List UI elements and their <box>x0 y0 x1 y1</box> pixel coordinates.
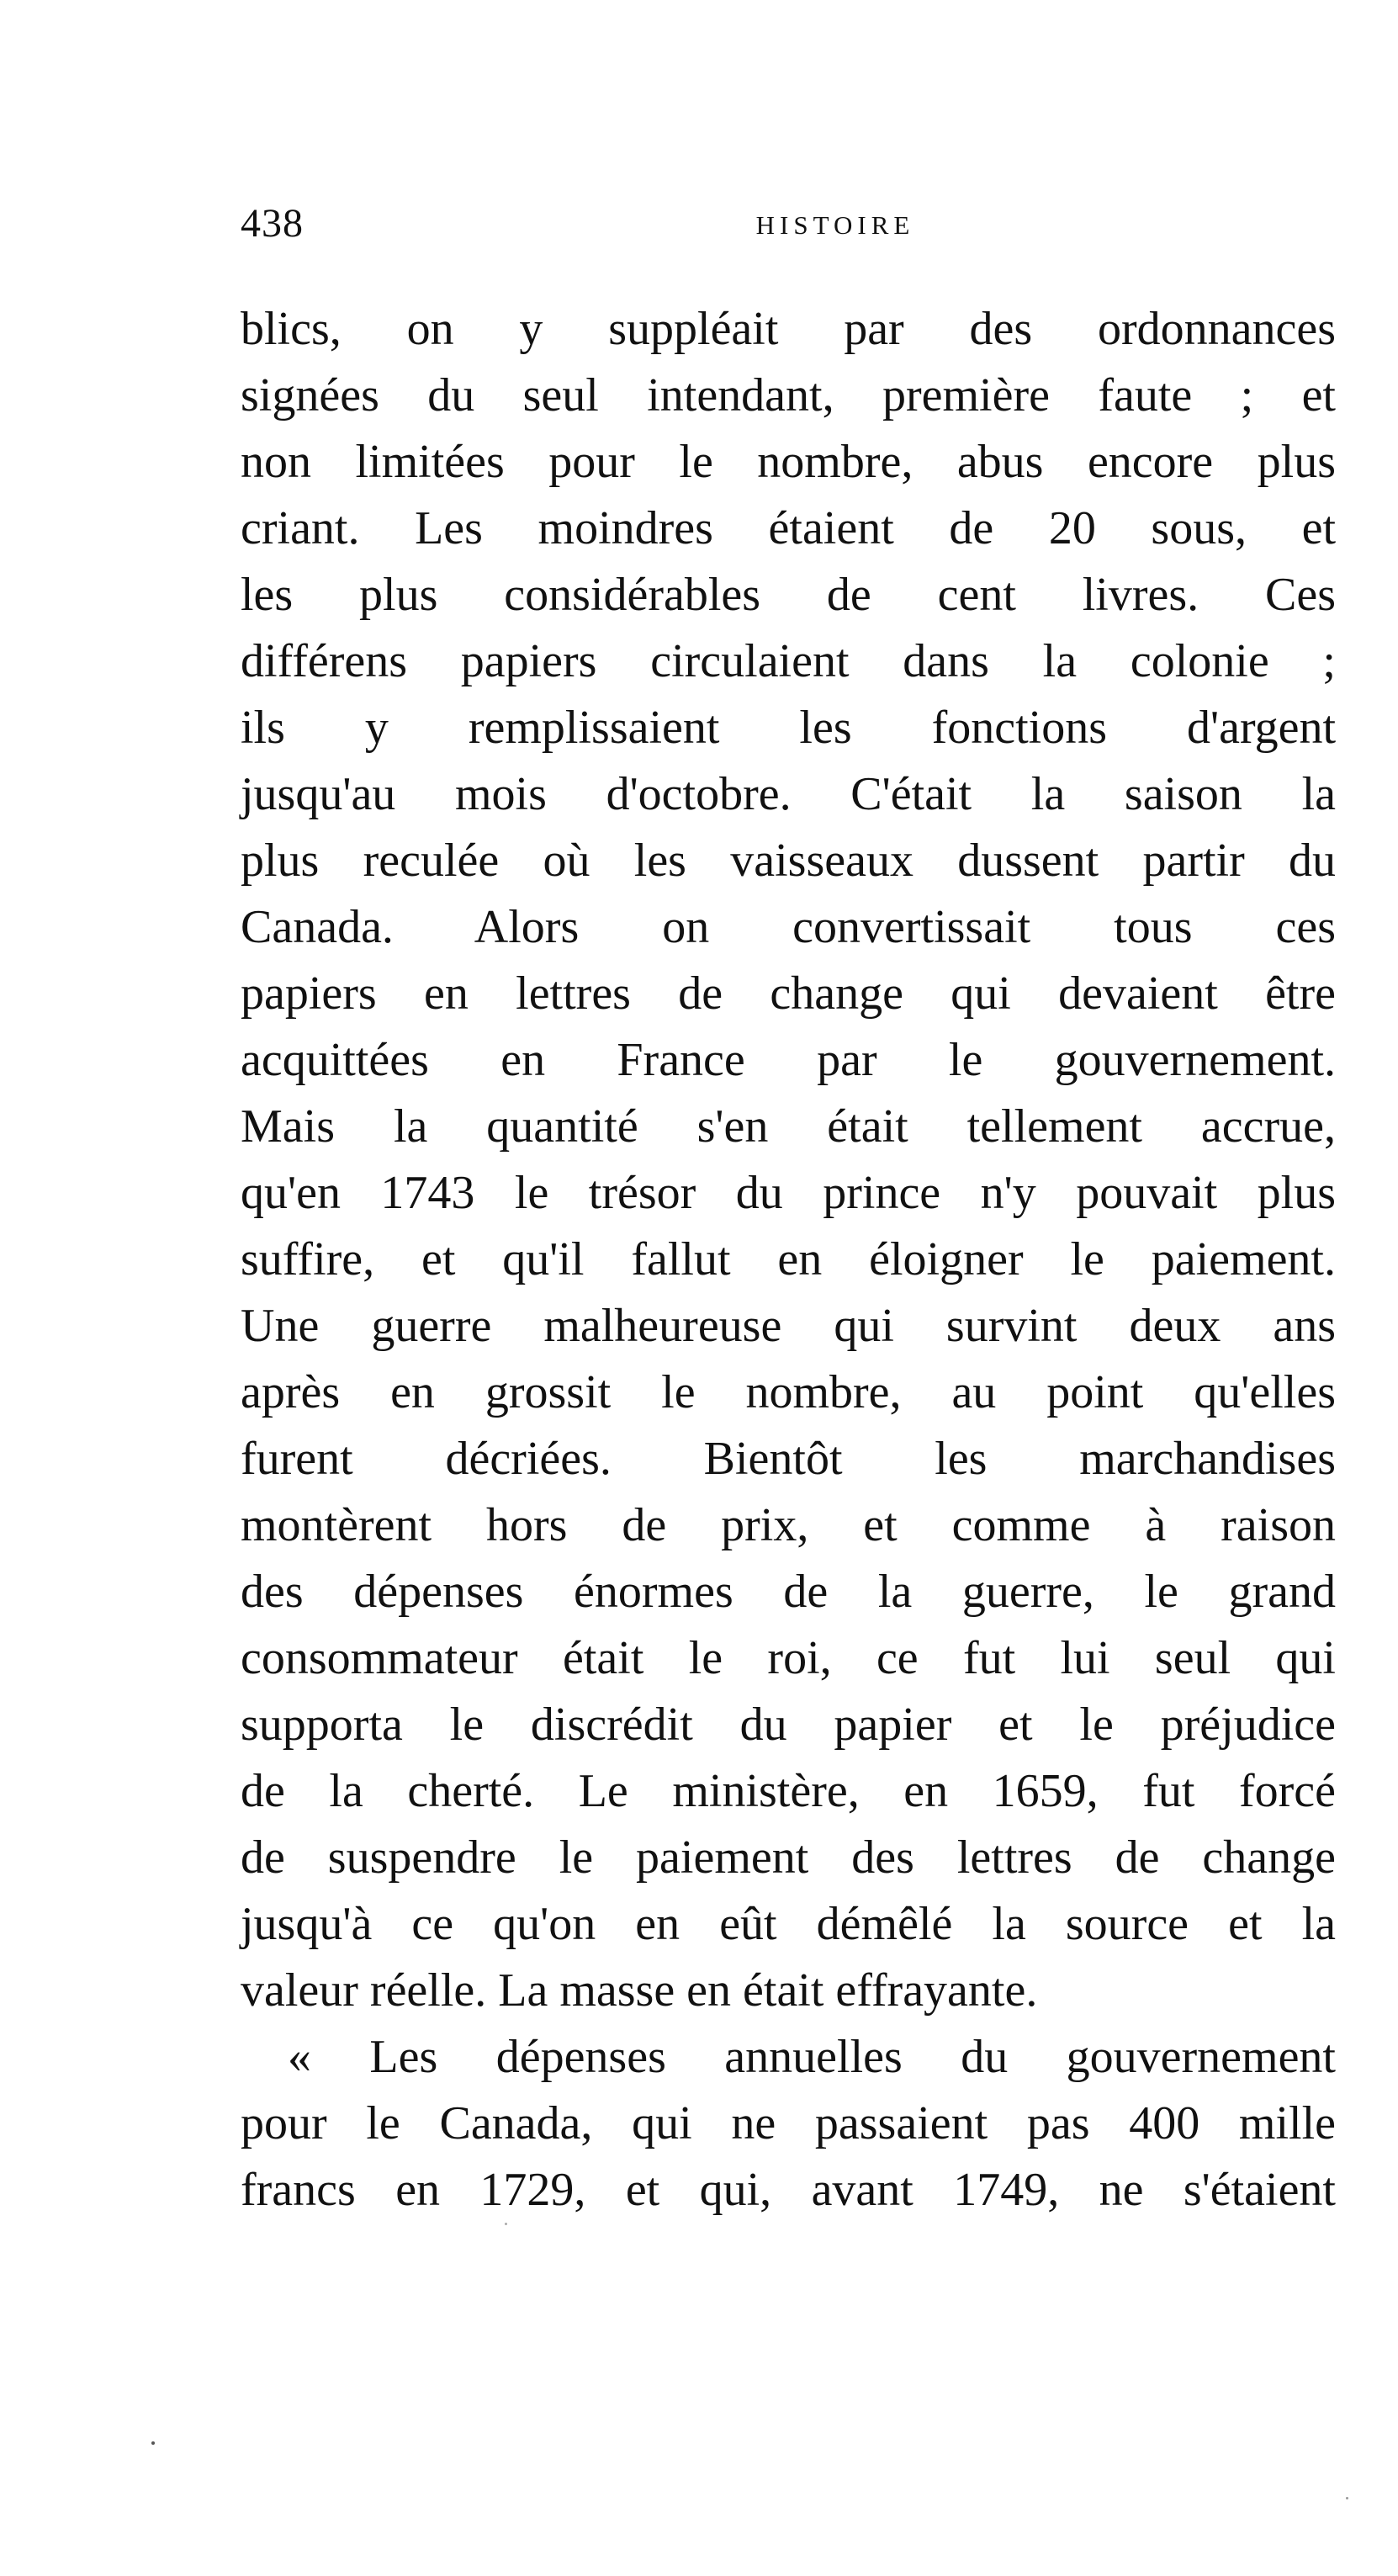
text-line: différens papiers circulaient dans la colonie ; <box>241 635 1336 687</box>
text-line: non limitées pour le nombre, abus encore plus <box>241 436 1336 488</box>
paper-speck <box>151 2441 155 2445</box>
text-line: furent décriées. Bientôt les marchandises <box>241 1433 1336 1485</box>
text-line: plus reculée où les vaisseaux dussent partir du <box>241 835 1336 887</box>
text-line: de la cherté. Le ministère, en 1659, fut forcé <box>241 1765 1336 1817</box>
running-head: HISTOIRE <box>755 210 915 240</box>
text-line: montèrent hors de prix, et comme à raison <box>241 1499 1336 1551</box>
text-line: des dépenses énormes de la guerre, le grand <box>241 1566 1336 1618</box>
text-line: francs en 1729, et qui, avant 1749, ne s'étaient <box>241 2164 1336 2216</box>
text-line: après en grossit le nombre, au point qu'elles <box>241 1366 1336 1418</box>
paragraph-end-line: valeur réelle. La masse en était effrayante. <box>241 1964 1038 2017</box>
text-line: blics, on y suppléait par des ordonnances <box>241 303 1336 355</box>
body-text <box>241 296 1336 2224</box>
page-number: 438 <box>241 201 304 246</box>
text-line: ils y remplissaient les fonctions d'argent <box>241 702 1336 754</box>
text-line: acquittées en France par le gouvernement. <box>241 1034 1336 1086</box>
text-line: Canada. Alors on convertissait tous ces <box>241 901 1336 953</box>
text-line: criant. Les moindres étaient de 20 sous, et <box>241 502 1336 554</box>
text-line: suffire, et qu'il fallut en éloigner le paiement. <box>241 1233 1336 1285</box>
text-line: signées du seul intendant, première faute ; et <box>241 369 1336 421</box>
paragraph-start-line: « Les dépenses annuelles du gouvernement <box>288 2031 1336 2083</box>
text-line: pour le Canada, qui ne passaient pas 400 mille <box>241 2097 1336 2149</box>
text-line: les plus considérables de cent livres. Ces <box>241 569 1336 621</box>
text-line: qu'en 1743 le trésor du prince n'y pouvait plus <box>241 1167 1336 1219</box>
paper-speck <box>505 2223 507 2225</box>
text-line: papiers en lettres de change qui devaient être <box>241 967 1336 1020</box>
page-header <box>241 200 1337 259</box>
text-line: de suspendre le paiement des lettres de change <box>241 1831 1336 1884</box>
paper-speck <box>1346 2497 1348 2499</box>
text-line: Mais la quantité s'en était tellement accrue, <box>241 1100 1336 1153</box>
text-line: jusqu'au mois d'octobre. C'était la saison la <box>241 768 1336 820</box>
text-line: jusqu'à ce qu'on en eût démêlé la source et la <box>241 1898 1336 1950</box>
text-line: consommateur était le roi, ce fut lui seul qui <box>241 1632 1336 1684</box>
text-line: Une guerre malheureuse qui survint deux ans <box>241 1300 1336 1352</box>
text-line: supporta le discrédit du papier et le préjudice <box>241 1699 1336 1751</box>
